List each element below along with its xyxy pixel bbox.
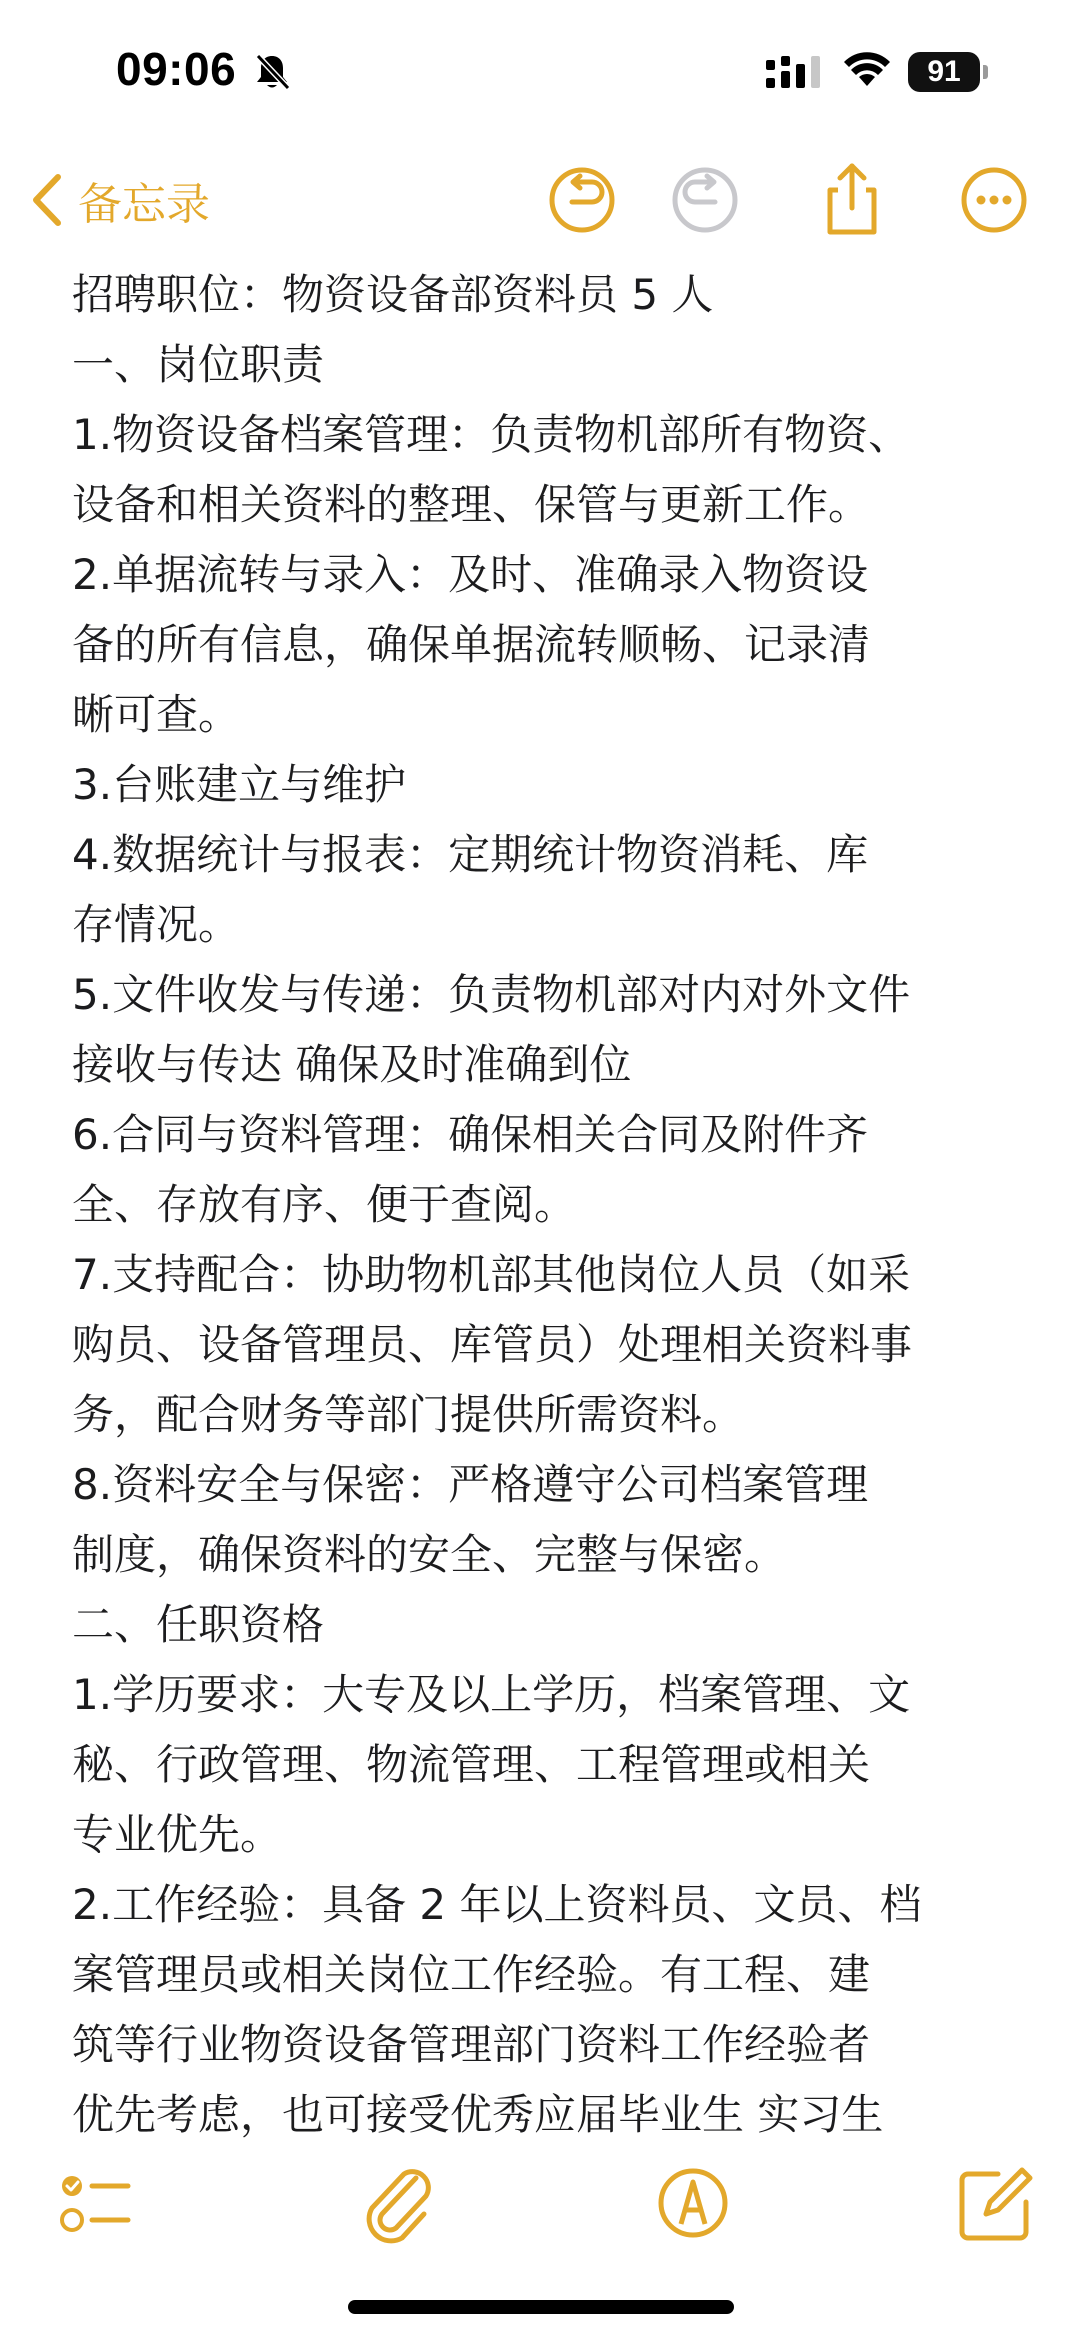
note-line: 案管理员或相关岗位工作经验。有工程、建 xyxy=(72,1950,871,1999)
wifi-icon xyxy=(842,52,892,90)
note-line: 秘、行政管理、物流管理、工程管理或相关 xyxy=(72,1740,871,1789)
share-icon[interactable] xyxy=(810,158,894,242)
navigation-bar xyxy=(0,150,1080,250)
note-line: 晰可查。 xyxy=(72,690,241,739)
note-line: 4.数据统计与报表：定期统计物资消耗、库 xyxy=(72,830,869,879)
bell-slash-icon xyxy=(252,52,292,92)
note-line: 2.工作经验：具备 2 年以上资料员、文员、档 xyxy=(72,1880,922,1929)
chevron-left-icon xyxy=(30,173,64,227)
cellular-signal-icon xyxy=(766,56,826,88)
note-line: 二、任职资格 xyxy=(72,1600,325,1649)
more-icon[interactable] xyxy=(952,158,1036,242)
back-button[interactable] xyxy=(30,160,210,240)
note-line: 接收与传达 确保及时准确到位 xyxy=(72,1040,632,1089)
note-line: 5.文件收发与传递：负责物机部对内对外文件 xyxy=(72,970,911,1019)
note-line: 3.台账建立与维护 xyxy=(72,760,407,809)
note-line: 设备和相关资料的整理、保管与更新工作。 xyxy=(72,480,871,529)
paperclip-icon[interactable] xyxy=(352,2158,442,2248)
note-body[interactable] xyxy=(72,260,1022,2140)
note-line: 专业优先。 xyxy=(72,1810,283,1859)
note-line: 1.物资设备档案管理：负责物机部所有物资、 xyxy=(72,410,911,459)
compose-icon[interactable] xyxy=(950,2158,1040,2248)
note-line: 6.合同与资料管理：确保相关合同及附件齐 xyxy=(72,1110,869,1159)
home-indicator xyxy=(348,2300,734,2314)
note-line: 2.单据流转与录入：及时、准确录入物资设 xyxy=(72,550,869,599)
note-line: 制度，确保资料的安全、完整与保密。 xyxy=(72,1530,787,1579)
note-line: 筑等行业物资设备管理部门资料工作经验者 xyxy=(72,2020,871,2069)
battery-level: 91 xyxy=(908,52,980,92)
status-time: 09:06 xyxy=(116,43,237,95)
note-line: 务，配合财务等部门提供所需资料。 xyxy=(72,1390,745,1439)
undo-icon[interactable] xyxy=(540,158,624,242)
note-line: 一、岗位职责 xyxy=(72,340,325,389)
battery-indicator xyxy=(908,52,986,92)
status-bar xyxy=(0,0,1080,150)
markup-pen-icon[interactable] xyxy=(648,2158,738,2248)
note-line: 优先考虑，也可接受优秀应届毕业生 实习生 xyxy=(72,2090,884,2139)
back-label: 备忘录 xyxy=(78,179,210,230)
note-line: 7.支持配合：协助物机部其他岗位人员（如采 xyxy=(72,1250,911,1299)
note-line: 招聘职位：物资设备部资料员 5 人 xyxy=(72,270,714,319)
note-line: 8.资料安全与保密：严格遵守公司档案管理 xyxy=(72,1460,869,1509)
note-line: 全、存放有序、便于查阅。 xyxy=(72,1180,577,1229)
checklist-icon[interactable] xyxy=(48,2158,138,2248)
note-line: 存情况。 xyxy=(72,900,241,949)
battery-cap xyxy=(983,65,988,79)
bottom-toolbar xyxy=(0,2148,1080,2258)
note-line: 购员、设备管理员、库管员）处理相关资料事 xyxy=(72,1320,913,1369)
redo-icon[interactable] xyxy=(663,158,747,242)
note-line: 1.学历要求：大专及以上学历，档案管理、文 xyxy=(72,1670,911,1719)
note-line: 备的所有信息，确保单据流转顺畅、记录清 xyxy=(72,620,871,669)
